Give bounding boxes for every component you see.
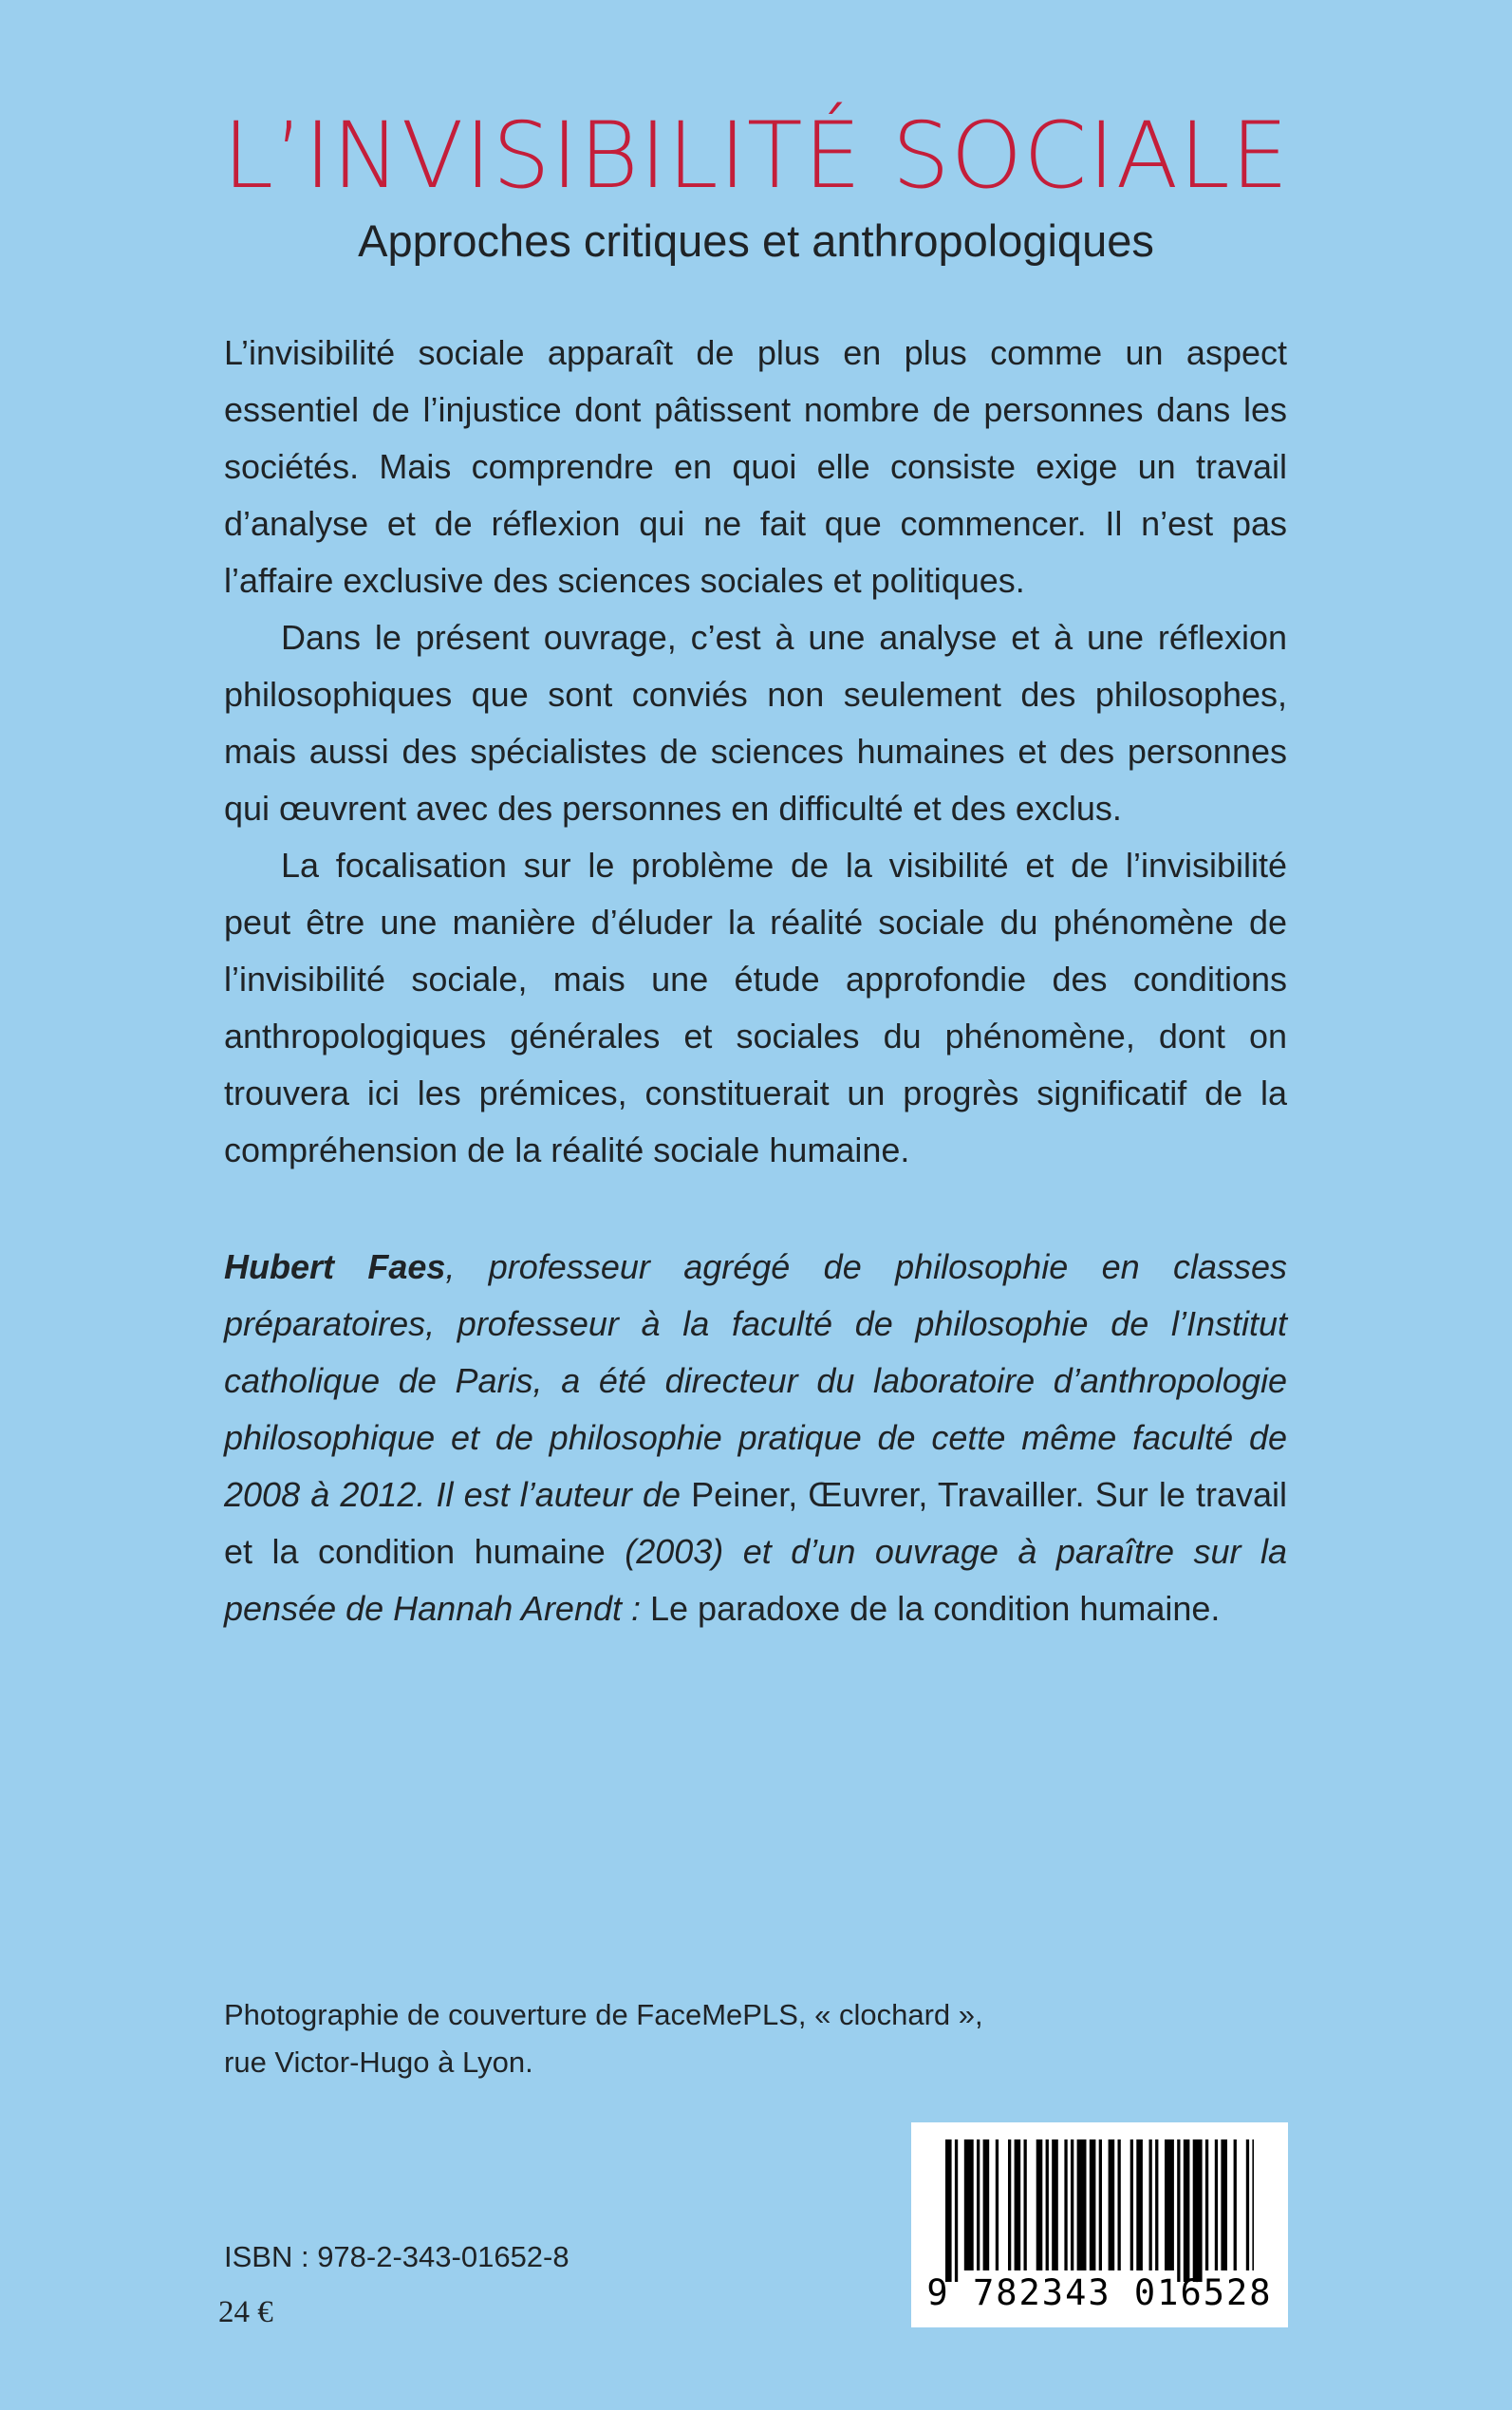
barcode-digits: 9 782343 016528 (926, 2272, 1273, 2313)
barcode-bar (1052, 2139, 1058, 2270)
summary-paragraph-2: Dans le présent ouvrage, c’est à une analyse et à une réflexion philosophiques que sont conviés non seulement des philosophes, mais aussi des spécialistes de sciences humaines et des personnes qui œuvrent avec des personnes en difficulté et des exclus. (224, 618, 1287, 828)
barcode-bar (1015, 2139, 1021, 2270)
barcode-bar (983, 2139, 990, 2270)
barcode-bar (1205, 2139, 1208, 2270)
barcode-bar (1118, 2139, 1121, 2270)
back-cover-summary (224, 325, 1287, 1179)
barcode-bar (1246, 2139, 1249, 2270)
barcode-bar (1177, 2139, 1180, 2282)
barcode (911, 2122, 1288, 2327)
barcode-bar (1149, 2139, 1152, 2270)
barcode-bar (1136, 2139, 1143, 2270)
barcode-bar (1071, 2139, 1073, 2270)
barcode-bar (1234, 2139, 1237, 2270)
book-title: L’INVISIBILITÉ SOCIALE (222, 103, 1290, 209)
author-bio (224, 1239, 1287, 1637)
barcode-bar (1090, 2139, 1096, 2270)
author-bio-text-1: , professeur agrégé de philosophie en classes préparatoires, professeur à la faculté de philosophie de l’Institut catholique de Paris, a été directeur du laboratoire d’anthropologie philosophique et de philosophie pratique de cette même faculté de 2008 à 2012. Il est l’auteur de (224, 1247, 1288, 1514)
photo-credit-line-2: rue Victor-Hugo à Lyon. (224, 2046, 533, 2079)
barcode-bar (977, 2139, 980, 2270)
summary-paragraph-3: La focalisation sur le problème de la visibilité et de l’invisibilité peut être une manière d’éluder la réalité sociale du phénomène de l’invisibilité sociale, mais une étude approfondie des conditions anthropologiques générales et sociales du phénomène, dont on trouvera ici les prémices, constituerait un progrès significatif de la compréhension de la réalité sociale humaine. (224, 846, 1287, 1169)
barcode-bar (1008, 2139, 1011, 2270)
barcode-bar (964, 2139, 974, 2270)
barcode-bar (945, 2139, 952, 2282)
barcode-bar (1184, 2139, 1190, 2282)
photo-credit-line-1: Photographie de couverture de FaceMePLS, « clochard », (224, 1998, 983, 2031)
author-work-title-1: Peiner, Œuvrer, Travailler. Sur le travail et la condition humaine (224, 1475, 1287, 1571)
price-label: 24 € (218, 2295, 273, 2329)
photo-credit (224, 1991, 1078, 2086)
barcode-bar (1252, 2139, 1254, 2270)
isbn-label: ISBN : 978-2-343-01652-8 (224, 2240, 569, 2273)
barcode-bar (996, 2139, 999, 2270)
barcode-bar (1109, 2139, 1115, 2270)
barcode-bar (1155, 2139, 1158, 2270)
barcode-bar (1165, 2139, 1174, 2270)
barcode-bar (1046, 2139, 1049, 2270)
barcode-bar (1099, 2139, 1102, 2270)
barcode-bar (1024, 2139, 1027, 2270)
barcode-bar (1064, 2139, 1067, 2270)
barcode-bar (955, 2139, 958, 2282)
barcode-bar (1221, 2139, 1227, 2270)
barcode-bar (1193, 2139, 1203, 2282)
barcode-bar (1215, 2139, 1218, 2270)
author-name: Hubert Faes (224, 1247, 446, 1286)
author-work-title-2: Le paradoxe de la condition humaine. (650, 1589, 1221, 1628)
summary-paragraph-1: L’invisibilité sociale apparaît de plus en plus comme un aspect essentiel de l’injustice dont pâtissent nombre de personnes dans les sociétés. Mais comprendre en quoi elle consiste exige un travail d’analyse et de réflexion qui ne fait que commencer. Il n’est pas l’affaire exclusive des sciences sociales et politiques. (224, 333, 1287, 600)
author-bio-text-2: (2003) et d’un ouvrage à paraître sur la pensée de Hannah Arendt : (224, 1532, 1287, 1628)
barcode-bar (1130, 2139, 1133, 2270)
barcode-bar (1036, 2139, 1043, 2270)
barcode-bar (1077, 2139, 1087, 2270)
book-subtitle: Approches critiques et anthropologiques (358, 215, 1154, 266)
